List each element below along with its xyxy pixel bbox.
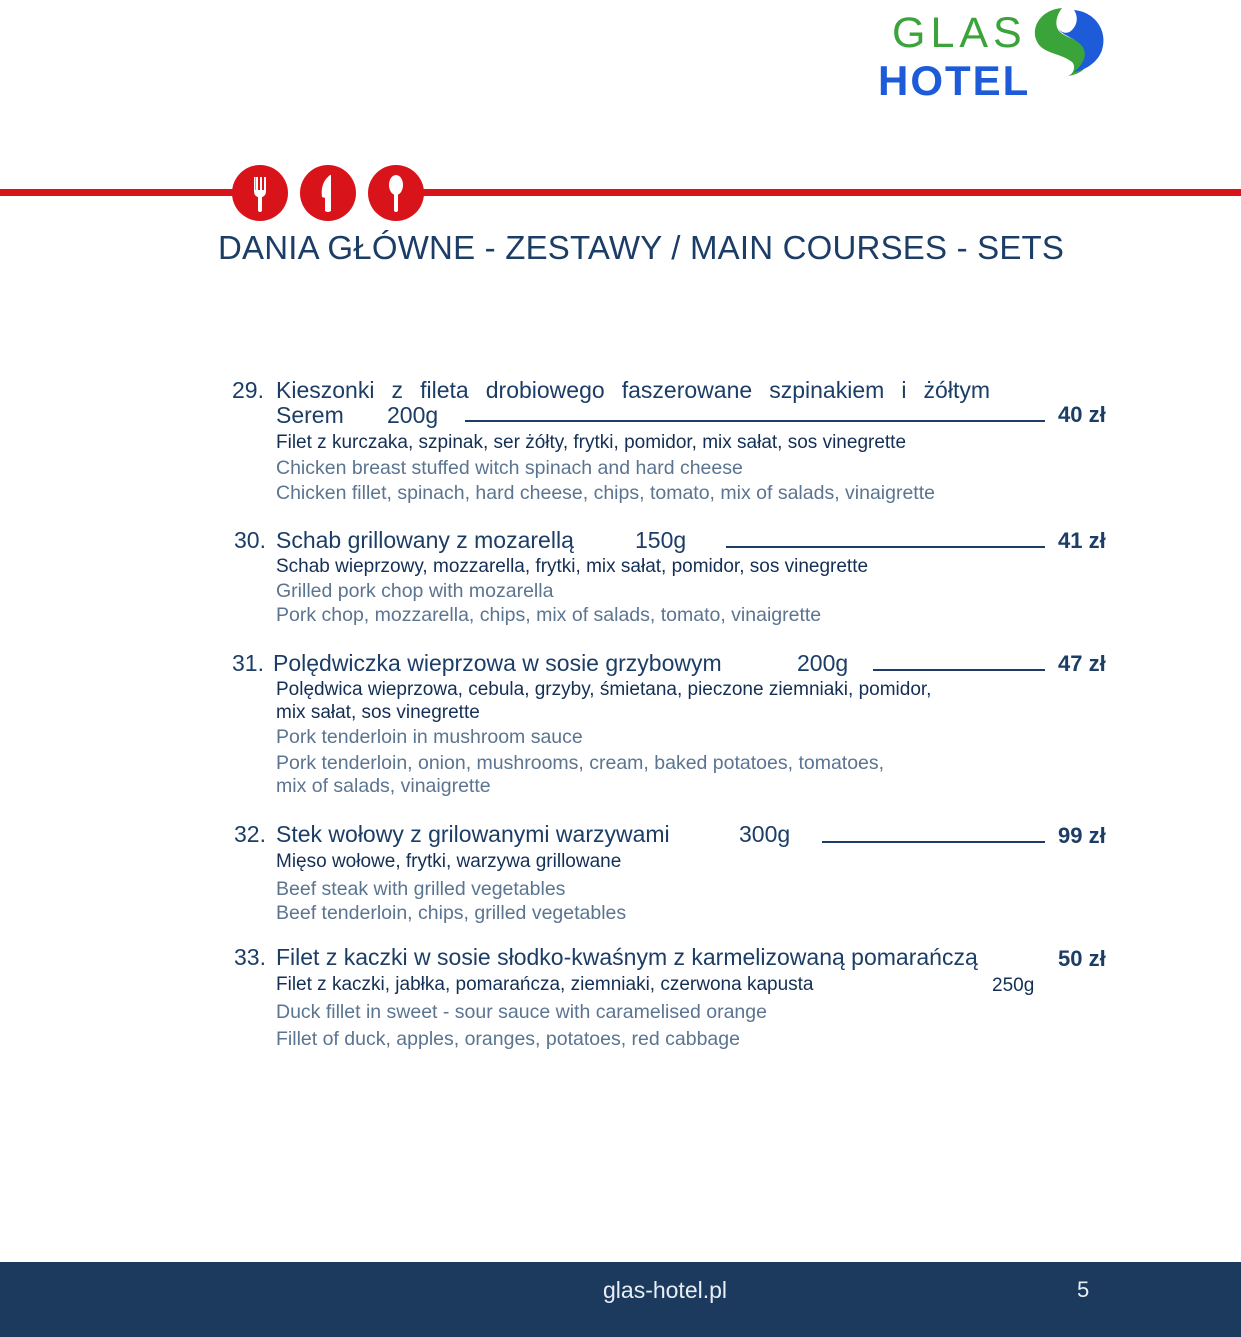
item-description-en: Pork tenderloin, onion, mushrooms, cream, baked potatoes, tomatoes, <box>276 752 885 774</box>
footer-bar <box>0 1262 1241 1337</box>
item-description-pl: Mięso wołowe, frytki, warzywa grillowane <box>276 851 622 872</box>
item-name-en: Chicken breast stuffed witch spinach and hard cheese <box>276 457 743 479</box>
spoon-icon <box>368 165 424 221</box>
item-title: Polędwiczka wieprzowa w sosie grzybowym <box>273 650 722 676</box>
item-title: Schab grillowany z mozarellą <box>276 527 574 553</box>
fork-icon <box>232 165 288 221</box>
item-title: Stek wołowy z grilowanymi warzywami <box>276 821 670 847</box>
item-weight: 300g <box>739 821 791 847</box>
item-description-en: Fillet of duck, apples, oranges, potatoes, red cabbage <box>276 1028 740 1050</box>
red-divider-left <box>0 189 240 196</box>
item-weight: 250g <box>992 975 1035 996</box>
section-title: DANIA GŁÓWNE - ZESTAWY / MAIN COURSES - SETS <box>218 229 1065 266</box>
item-title-continued: Serem <box>276 402 344 428</box>
item-number: 32. <box>234 821 266 847</box>
price-leader-line <box>822 841 1045 843</box>
item-name-en: Beef steak with grilled vegetables <box>276 878 566 900</box>
knife-icon <box>300 165 356 221</box>
item-weight: 200g <box>797 650 849 676</box>
red-divider-right <box>415 189 1241 196</box>
item-price: 47 zł <box>1058 651 1106 676</box>
logo-swoosh-icon <box>1018 4 1110 79</box>
item-title: Kieszonki z fileta drobiowego faszerowane szpinakiem i żółtym <box>276 377 990 403</box>
item-description-pl: Polędwica wieprzowa, cebula, grzyby, śmietana, pieczone ziemniaki, pomidor, <box>276 679 932 700</box>
logo-glas-text: GLAS <box>892 9 1027 57</box>
item-price: 99 zł <box>1058 823 1106 848</box>
item-number: 30. <box>234 527 266 553</box>
price-leader-line <box>873 669 1045 671</box>
item-description-en: Pork chop, mozzarella, chips, mix of salads, tomato, vinaigrette <box>276 604 822 626</box>
item-description-en: Beef tenderloin, chips, grilled vegetables <box>276 902 627 924</box>
item-description-en: Chicken fillet, spinach, hard cheese, chips, tomato, mix of salads, vinaigrette <box>276 482 935 504</box>
logo-hotel-text: HOTEL <box>878 57 1031 104</box>
item-description-en-continued: mix of salads, vinaigrette <box>276 775 491 797</box>
item-price: 40 zł <box>1058 402 1106 427</box>
price-leader-line <box>726 546 1045 548</box>
item-description-pl: Schab wieprzowy, mozzarella, frytki, mix sałat, pomidor, sos vinegrette <box>276 556 869 577</box>
item-description-pl: Filet z kurczaka, szpinak, ser żółty, frytki, pomidor, mix sałat, sos vinegrette <box>276 432 907 453</box>
item-description-pl-continued: mix sałat, sos vinegrette <box>276 702 480 723</box>
item-name-en: Pork tenderloin in mushroom sauce <box>276 726 583 748</box>
price-leader-line <box>465 420 1045 422</box>
item-weight: 200g <box>387 402 439 428</box>
page-number: 5 <box>1077 1277 1090 1302</box>
item-weight: 150g <box>635 527 687 553</box>
hotel-logo <box>878 4 1110 104</box>
item-number: 33. <box>234 944 266 970</box>
footer-website-link[interactable]: glas-hotel.pl <box>603 1277 728 1303</box>
item-title: Filet z kaczki w sosie słodko-kwaśnym z karmelizowaną pomarańczą <box>276 944 978 970</box>
item-price: 41 zł <box>1058 528 1106 553</box>
item-description-pl: Filet z kaczki, jabłka, pomarańcza, ziemniaki, czerwona kapusta <box>276 974 814 995</box>
item-name-en: Duck fillet in sweet - sour sauce with caramelised orange <box>276 1001 767 1023</box>
item-number: 31. <box>232 650 264 676</box>
item-price: 50 zł <box>1058 946 1106 971</box>
item-number: 29. <box>232 377 264 403</box>
item-name-en: Grilled pork chop with mozarella <box>276 580 554 602</box>
